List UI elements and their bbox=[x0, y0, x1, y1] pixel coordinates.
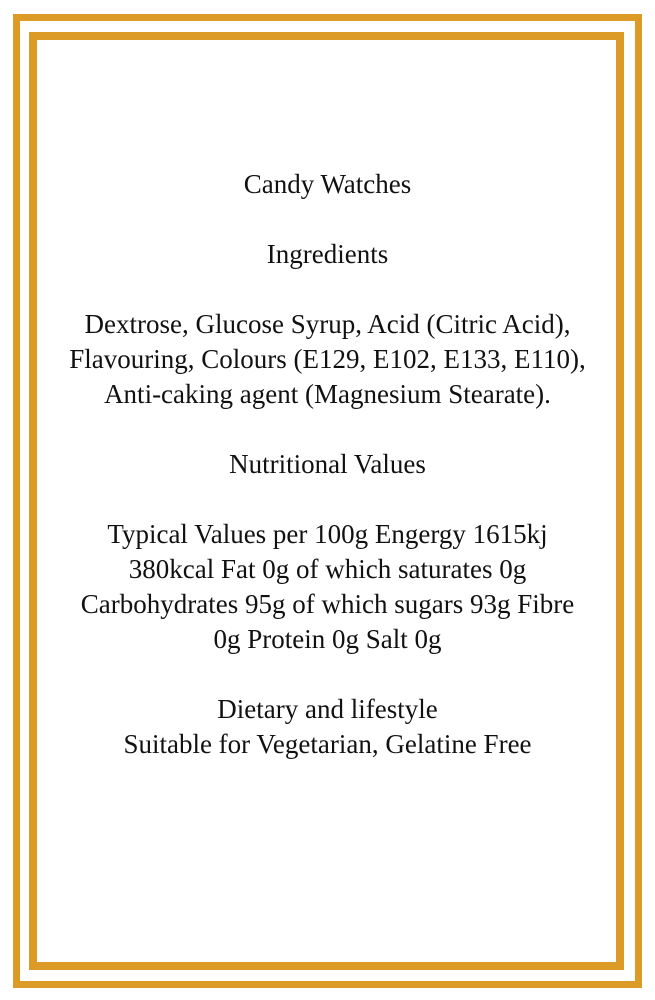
nutrition-heading: Nutritional Values bbox=[229, 449, 426, 479]
ingredients-text: Dextrose, Glucose Syrup, Acid (Citric Acid), Flavouring, Colours (E129, E102, E133, E110), Anti-caking agent (Magnesium Stearate). bbox=[69, 309, 586, 409]
dietary-heading: Dietary and lifestyle bbox=[217, 694, 438, 724]
dietary-text: Suitable for Vegetarian, Gelatine Free bbox=[123, 729, 532, 759]
product-label bbox=[40, 167, 615, 762]
product-name: Candy Watches bbox=[243, 169, 412, 199]
nutrition-text: Typical Values per 100g Engergy 1615kj 380kcal Fat 0g of which saturates 0g Carbohydrates 95g of which sugars 93g Fibre 0g Protein 0g Salt 0g bbox=[80, 519, 575, 654]
dietary-section bbox=[40, 692, 615, 762]
ingredients-heading: Ingredients bbox=[266, 239, 389, 269]
